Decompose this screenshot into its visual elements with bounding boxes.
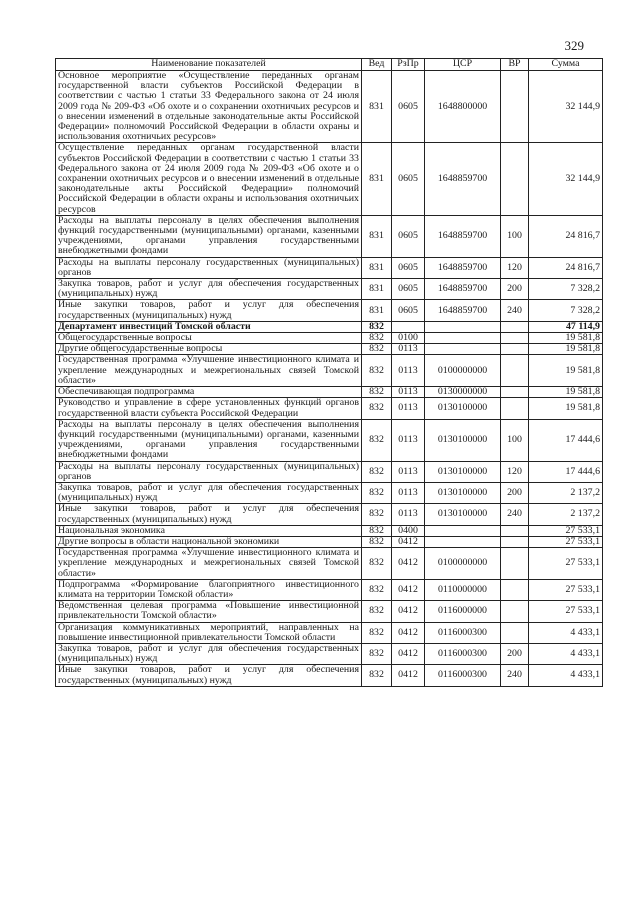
cell-name: Основное мероприятие «Осуществление переданных органам государственной власти субъектов Российской Федерации в соответствии с частью 1 статьи 33 Федерального закона от 24 июля 2009 года № 209-ФЗ «Об охоте и о сохранении охотничьих ресурсов и о внесении изменений в отдельные законодательные акты Российской Федерации» полномочий Российской Федерации в области охраны и использования охотничьих ресурсов» [56,71,362,143]
cell-ved: 832 [362,525,392,536]
cell-sum: 19 581,8 [529,333,603,344]
cell-ved: 832 [362,398,392,419]
cell-name: Расходы на выплаты персоналу государственных (муниципальных) органов [56,461,362,482]
cell-rzpr: 0412 [392,579,425,600]
cell-ved: 832 [362,419,392,461]
cell-vr [501,398,529,419]
cell-vr: 240 [501,665,529,686]
cell-ved: 832 [362,344,392,355]
cell-sum: 27 533,1 [529,536,603,547]
header-ved: Вед [362,59,392,71]
cell-csr [425,525,501,536]
cell-csr: 1648800000 [425,71,501,143]
cell-name: Общегосударственные вопросы [56,333,362,344]
cell-csr: 1648859700 [425,279,501,300]
cell-sum: 27 533,1 [529,525,603,536]
cell-ved: 832 [362,321,392,332]
cell-vr [501,579,529,600]
cell-ved: 831 [362,300,392,321]
cell-sum: 19 581,8 [529,398,603,419]
cell-rzpr: 0412 [392,601,425,622]
cell-csr: 0100000000 [425,355,501,387]
cell-rzpr: 0412 [392,548,425,580]
cell-ved: 832 [362,355,392,387]
cell-sum: 4 433,1 [529,643,603,664]
header-sum: Сумма [529,59,603,71]
table-row [56,398,603,419]
cell-sum: 2 137,2 [529,504,603,525]
cell-sum: 17 444,6 [529,419,603,461]
cell-name: Национальная экономика [56,525,362,536]
cell-vr [501,525,529,536]
cell-vr: 200 [501,279,529,300]
header-name: Наименование показателей [56,59,362,71]
table-row [56,419,603,461]
cell-csr: 0116000300 [425,622,501,643]
table-row [56,215,603,257]
table-row [56,355,603,387]
cell-ved: 831 [362,215,392,257]
cell-rzpr: 0400 [392,525,425,536]
cell-name: Ведомственная целевая программа «Повышение инвестиционной привлекательности Томской области» [56,601,362,622]
cell-ved: 832 [362,482,392,503]
cell-ved: 832 [362,461,392,482]
cell-ved: 832 [362,665,392,686]
cell-rzpr: 0113 [392,461,425,482]
cell-vr [501,622,529,643]
cell-sum: 47 114,9 [529,321,603,332]
cell-ved: 832 [362,387,392,398]
cell-sum: 4 433,1 [529,622,603,643]
cell-name: Закупка товаров, работ и услуг для обеспечения государственных (муниципальных) нужд [56,482,362,503]
table-row [56,71,603,143]
cell-csr: 0116000300 [425,643,501,664]
table-row [56,601,603,622]
cell-csr: 0130000000 [425,387,501,398]
table-row [56,579,603,600]
cell-ved: 831 [362,257,392,278]
cell-rzpr: 0605 [392,71,425,143]
cell-rzpr: 0113 [392,398,425,419]
cell-rzpr: 0412 [392,622,425,643]
table-row [56,257,603,278]
table-row [56,525,603,536]
cell-vr: 240 [501,300,529,321]
cell-ved: 831 [362,279,392,300]
cell-ved: 832 [362,504,392,525]
cell-rzpr: 0605 [392,143,425,215]
cell-csr: 0130100000 [425,482,501,503]
cell-csr: 0110000000 [425,579,501,600]
cell-sum: 32 144,9 [529,143,603,215]
table-row [56,622,603,643]
budget-table [55,58,603,687]
cell-sum: 2 137,2 [529,482,603,503]
cell-name: Другие общегосударственные вопросы [56,344,362,355]
cell-csr: 0116000000 [425,601,501,622]
table-row [56,643,603,664]
cell-name: Подпрограмма «Формирование благоприятного инвестиционного климата на территории Томской области» [56,579,362,600]
cell-vr: 200 [501,643,529,664]
cell-vr: 120 [501,257,529,278]
table-row [56,321,603,332]
cell-csr: 0130100000 [425,504,501,525]
cell-vr [501,143,529,215]
header-csr: ЦСР [425,59,501,71]
cell-csr: 0130100000 [425,398,501,419]
cell-vr [501,548,529,580]
cell-rzpr: 0605 [392,279,425,300]
cell-rzpr: 0113 [392,419,425,461]
cell-name: Иные закупки товаров, работ и услуг для обеспечения государственных (муниципальных) нужд [56,665,362,686]
cell-vr: 100 [501,419,529,461]
table-row [56,548,603,580]
cell-sum: 19 581,8 [529,344,603,355]
cell-csr: 0130100000 [425,461,501,482]
cell-csr: 1648859700 [425,215,501,257]
cell-name: Закупка товаров, работ и услуг для обеспечения государственных (муниципальных) нужд [56,279,362,300]
table-row [56,482,603,503]
cell-ved: 832 [362,548,392,580]
cell-sum: 27 533,1 [529,548,603,580]
cell-name: Другие вопросы в области национальной экономики [56,536,362,547]
cell-rzpr: 0100 [392,333,425,344]
table-row [56,387,603,398]
table-row [56,665,603,686]
cell-vr [501,71,529,143]
table-row [56,461,603,482]
cell-name: Расходы на выплаты персоналу в целях обеспечения выполнения функций государственными (муниципальными) органами, казенными учреждениями, органами управления государственными внебюджетными фондами [56,419,362,461]
cell-name: Государственная программа «Улучшение инвестиционного климата и укрепление международных и межрегиональных связей Томской области» [56,548,362,580]
cell-ved: 832 [362,601,392,622]
cell-vr [501,321,529,332]
cell-sum: 32 144,9 [529,71,603,143]
table-row [56,333,603,344]
cell-rzpr: 0412 [392,536,425,547]
header-vr: ВР [501,59,529,71]
cell-ved: 832 [362,622,392,643]
cell-csr [425,333,501,344]
cell-vr [501,333,529,344]
cell-rzpr: 0605 [392,257,425,278]
cell-csr: 1648859700 [425,143,501,215]
cell-vr: 100 [501,215,529,257]
cell-name: Обеспечивающая подпрограмма [56,387,362,398]
cell-rzpr: 0113 [392,482,425,503]
cell-vr [501,387,529,398]
cell-sum: 7 328,2 [529,300,603,321]
cell-ved: 832 [362,579,392,600]
page-number: 329 [564,38,584,53]
cell-ved: 832 [362,643,392,664]
table-row [56,344,603,355]
cell-vr [501,355,529,387]
table-row [56,536,603,547]
cell-name: Закупка товаров, работ и услуг для обеспечения государственных (муниципальных) нужд [56,643,362,664]
cell-sum: 27 533,1 [529,579,603,600]
table-row [56,279,603,300]
cell-vr: 200 [501,482,529,503]
table-row [56,143,603,215]
cell-name: Расходы на выплаты персоналу в целях обеспечения выполнения функций государственными (муниципальными) органами, казенными учреждениями, органами управления государственными внебюджетными фондами [56,215,362,257]
cell-name: Руководство и управление в сфере установленных функций органов государственной власти субъекта Российской Федерации [56,398,362,419]
header-rzpr: РзПр [392,59,425,71]
cell-name: Департамент инвестиций Томской области [56,321,362,332]
cell-csr [425,321,501,332]
cell-rzpr: 0113 [392,387,425,398]
cell-vr [501,536,529,547]
cell-rzpr [392,321,425,332]
cell-rzpr: 0605 [392,300,425,321]
cell-ved: 832 [362,333,392,344]
cell-name: Иные закупки товаров, работ и услуг для обеспечения государственных (муниципальных) нужд [56,300,362,321]
cell-vr: 240 [501,504,529,525]
cell-name: Расходы на выплаты персоналу государственных (муниципальных) органов [56,257,362,278]
cell-csr: 0100000000 [425,548,501,580]
cell-sum: 19 581,8 [529,355,603,387]
cell-csr: 0116000300 [425,665,501,686]
cell-sum: 24 816,7 [529,257,603,278]
cell-rzpr: 0113 [392,504,425,525]
cell-ved: 831 [362,143,392,215]
cell-ved: 832 [362,536,392,547]
cell-sum: 4 433,1 [529,665,603,686]
cell-vr: 120 [501,461,529,482]
cell-sum: 27 533,1 [529,601,603,622]
cell-name: Иные закупки товаров, работ и услуг для обеспечения государственных (муниципальных) нужд [56,504,362,525]
cell-rzpr: 0605 [392,215,425,257]
cell-csr: 1648859700 [425,257,501,278]
cell-vr [501,601,529,622]
header-row [56,59,603,71]
cell-rzpr: 0412 [392,665,425,686]
cell-sum: 7 328,2 [529,279,603,300]
cell-rzpr: 0412 [392,643,425,664]
cell-name: Государственная программа «Улучшение инвестиционного климата и укрепление международных и межрегиональных связей Томской области» [56,355,362,387]
table-row [56,504,603,525]
cell-sum: 24 816,7 [529,215,603,257]
cell-name: Осуществление переданных органам государственной власти субъектов Российской Федерации в соответствии с частью 1 статьи 33 Федерального закона от 24 июля 2009 года № 209-ФЗ «Об охоте и о сохранении охотничьих ресурсов и о внесении изменений в отдельные законодательные акты Российской Федерации» полномочий Российской Федерации в области охраны и использования охотничьих ресурсов [56,143,362,215]
cell-rzpr: 0113 [392,344,425,355]
table-row [56,300,603,321]
cell-rzpr: 0113 [392,355,425,387]
cell-name: Организация коммуникативных мероприятий, направленных на повышение инвестиционной привлекательности Томской области [56,622,362,643]
cell-csr [425,536,501,547]
cell-sum: 19 581,8 [529,387,603,398]
cell-ved: 831 [362,71,392,143]
cell-vr [501,344,529,355]
cell-csr: 1648859700 [425,300,501,321]
cell-sum: 17 444,6 [529,461,603,482]
cell-csr [425,344,501,355]
cell-csr: 0130100000 [425,419,501,461]
